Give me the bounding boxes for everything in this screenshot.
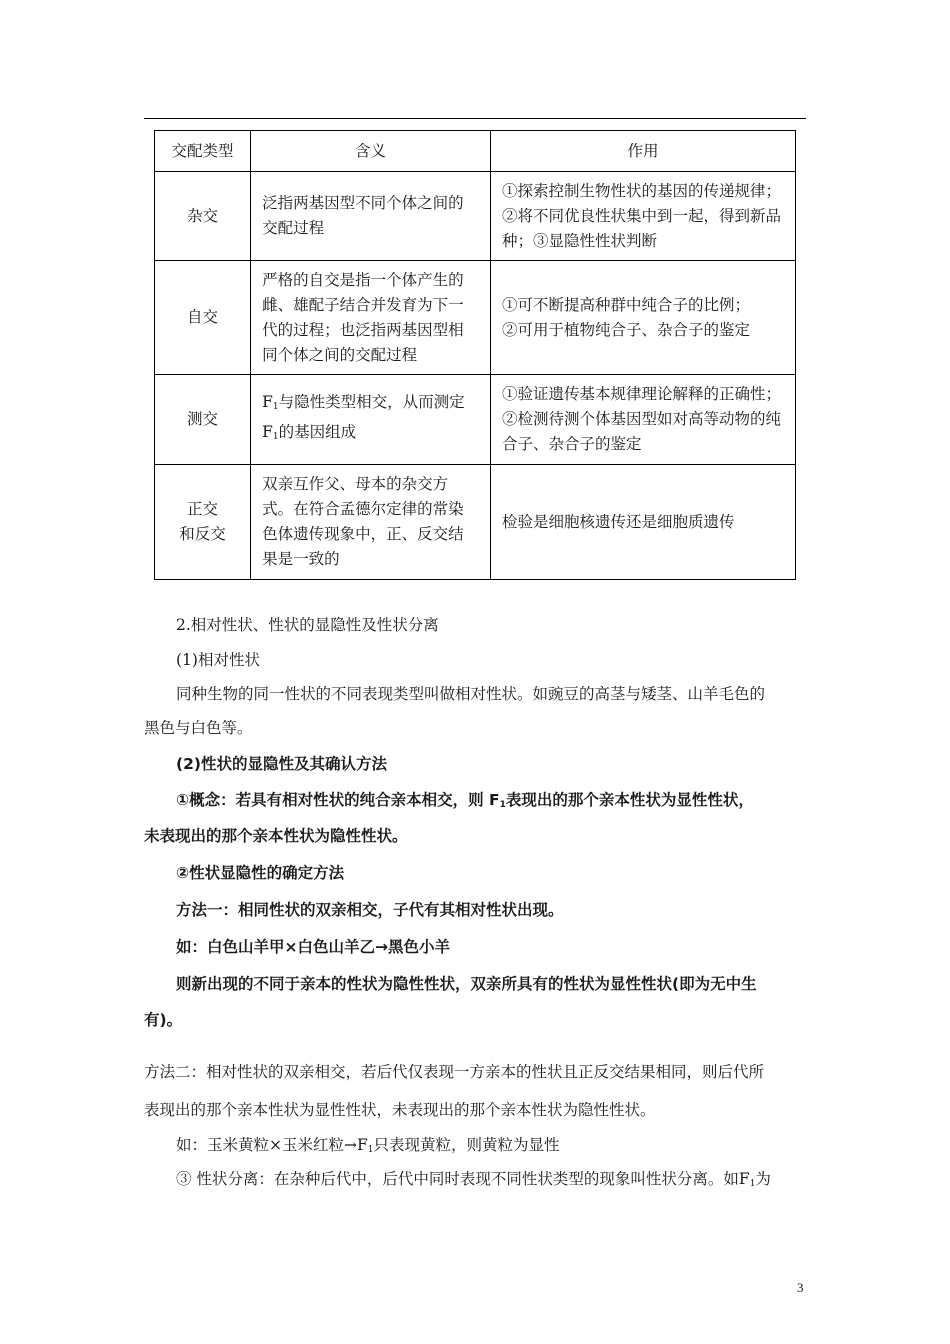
cell-meaning: 泛指两基因型不同个体之间的交配过程 <box>251 172 491 261</box>
method-two-line: 方法二：相对性状的双亲相交，若后代仅表现一方亲本的性状且正反交结果相同，则后代所 <box>144 1063 765 1081</box>
paragraph-line: 同种生物的同一性状的不同表现类型叫做相对性状。如豌豆的高茎与矮茎、山羊毛色的 <box>176 685 766 703</box>
table-row <box>155 172 796 261</box>
subscript: 1 <box>499 800 506 810</box>
text-run: ①概念：若具有相对性状的纯合亲本相交，则 F <box>176 791 500 809</box>
cell-meaning <box>251 375 491 465</box>
text-run: 为 <box>755 1170 771 1188</box>
subscript: 1 <box>272 431 279 442</box>
text-run: 如：玉米黄粒×玉米红粒→F <box>176 1136 368 1154</box>
text-run: 与隐性类型相交，从而测定F <box>262 392 465 441</box>
cell-use <box>491 261 796 375</box>
cell-use: 检验是细胞核遗传还是细胞质遗传 <box>491 465 796 580</box>
subheading-relative-traits: (1)相对性状 <box>176 651 260 669</box>
header-type: 交配类型 <box>155 131 251 172</box>
page-number: 3 <box>797 1280 804 1295</box>
section-title: 2.相对性状、性状的显隐性及性状分离 <box>176 616 439 634</box>
example-two <box>176 1133 559 1155</box>
explanation-line: 有)。 <box>144 1011 183 1029</box>
cell-type: 自交 <box>155 261 251 375</box>
concept-line: 未表现出的那个亲本性状为隐性性状。 <box>144 827 408 845</box>
text-run: F <box>262 392 273 411</box>
subheading-dominance: (2)性状的显隐性及其确认方法 <box>176 755 387 773</box>
text-run: 表现出的那个亲本性状为显性性状， <box>505 791 754 809</box>
table-row <box>155 261 796 375</box>
cell-type-line: 和反交 <box>179 525 226 543</box>
cell-use-line: ①可不断提高种群中纯合子的比例； <box>502 295 751 314</box>
subscript: 1 <box>367 1145 374 1155</box>
paragraph-line: 黑色与白色等。 <box>144 719 253 737</box>
header-use: 作用 <box>491 131 796 172</box>
example-one: 如：白色山羊甲×白色山羊乙→黑色小羊 <box>176 938 450 956</box>
explanation-line: 则新出现的不同于亲本的性状为隐性性状，双亲所具有的性状为显性性状(即为无中生 <box>176 975 757 993</box>
text-run: 只表现黄粒，则黄粒为显性 <box>373 1136 560 1154</box>
method-title: ②性状显隐性的确定方法 <box>176 864 345 882</box>
mating-types-table <box>154 130 796 580</box>
cell-meaning: 严格的自交是指一个体产生的雌、雄配子结合并发育为下一代的过程；也泛指两基因型相同个体之间的交配过程 <box>251 261 491 375</box>
cell-type: 测交 <box>155 375 251 465</box>
header-meaning: 含义 <box>251 131 491 172</box>
cell-meaning: 双亲互作父、母本的杂交方式。在符合孟德尔定律的常染色体遗传现象中，正、反交结果是一致的 <box>251 465 491 580</box>
header-rule <box>144 118 806 119</box>
cell-use-line: ②可用于植物纯合子、杂合子的鉴定 <box>502 320 751 339</box>
text-run: ③ 性状分离：在杂种后代中，后代中同时表现不同性状类型的现象叫性状分离。如F <box>176 1170 750 1188</box>
cell-type <box>155 465 251 580</box>
table-row <box>155 375 796 465</box>
table-row <box>155 465 796 580</box>
subscript: 1 <box>272 401 279 412</box>
concept-line <box>176 788 754 810</box>
cell-use: ①探索控制生物性状的基因的传递规律；②将不同优良性状集中到一起，得到新品种；③显隐性性状判断 <box>491 172 796 261</box>
subscript: 1 <box>749 1179 756 1189</box>
cell-use: ①验证遗传基本规律理论解释的正确性； ②检测待测个体基因型如对高等动物的纯合子、杂合子的鉴定 <box>491 375 796 465</box>
text-run: 的基因组成 <box>278 422 357 441</box>
table-header-row <box>155 131 796 172</box>
method-one: 方法一：相同性状的双亲相交，子代有其相对性状出现。 <box>176 901 564 919</box>
cell-type: 杂交 <box>155 172 251 261</box>
segregation-line <box>176 1167 771 1189</box>
method-two-line: 表现出的那个亲本性状为显性性状，未表现出的那个亲本性状为隐性性状。 <box>144 1101 656 1119</box>
cell-type-line: 正交 <box>187 500 219 518</box>
